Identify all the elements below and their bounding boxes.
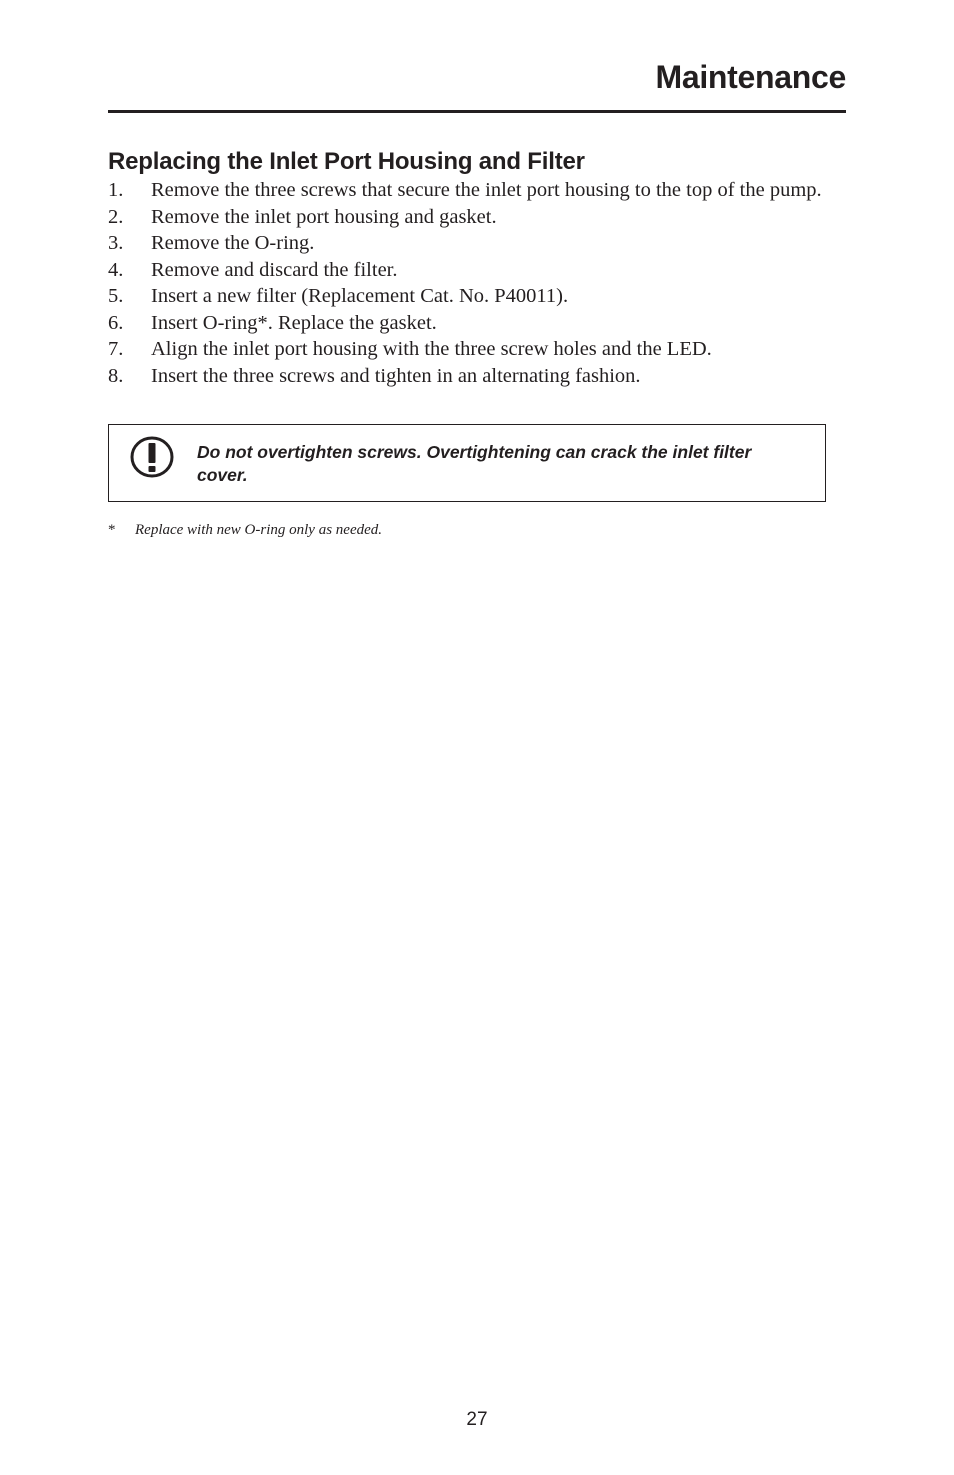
list-item (108, 177, 828, 204)
step-number: 7. (108, 338, 124, 360)
footnote-mark: * (108, 522, 116, 538)
step-text: Remove the O-ring. (151, 232, 315, 254)
caution-box (108, 424, 826, 502)
step-number: 1. (108, 179, 124, 201)
step-text: Insert a new filter (Replacement Cat. No. P40011). (151, 285, 569, 307)
step-text: Insert the three screws and tighten in an alternating fashion. (151, 364, 641, 387)
step-text: Remove the inlet port housing and gasket. (151, 205, 497, 228)
footnote-text: Replace with new O-ring only as needed. (135, 522, 383, 538)
step-number: 3. (108, 232, 124, 254)
step-number: 5. (108, 285, 124, 307)
page-header (108, 58, 846, 113)
footnote (108, 520, 382, 540)
list-item (108, 257, 828, 284)
list-item (108, 204, 828, 231)
caution-text: Do not overtighten screws. Overtightening can crack the inlet filter cover. (197, 442, 752, 485)
step-number: 8. (108, 364, 124, 387)
list-item (108, 336, 828, 363)
page-title: Maintenance (655, 59, 846, 95)
steps-list (108, 177, 828, 389)
step-text: Remove and discard the filter. (151, 258, 398, 281)
list-item (108, 363, 828, 390)
step-number: 6. (108, 311, 124, 334)
exclamation-circle-icon (130, 436, 174, 478)
section-title: Replacing the Inlet Port Housing and Filter (108, 148, 585, 175)
list-item (108, 310, 828, 337)
list-item (108, 283, 828, 310)
step-text: Remove the three screws that secure the inlet port housing to the top of the pump. (151, 179, 822, 201)
list-item (108, 230, 828, 257)
step-text: Align the inlet port housing with the three screw holes and the LED. (151, 338, 712, 360)
page-number: 27 (466, 1409, 488, 1430)
step-text: Insert O-ring*. Replace the gasket. (151, 311, 437, 334)
step-number: 4. (108, 258, 124, 281)
step-number: 2. (108, 205, 124, 228)
